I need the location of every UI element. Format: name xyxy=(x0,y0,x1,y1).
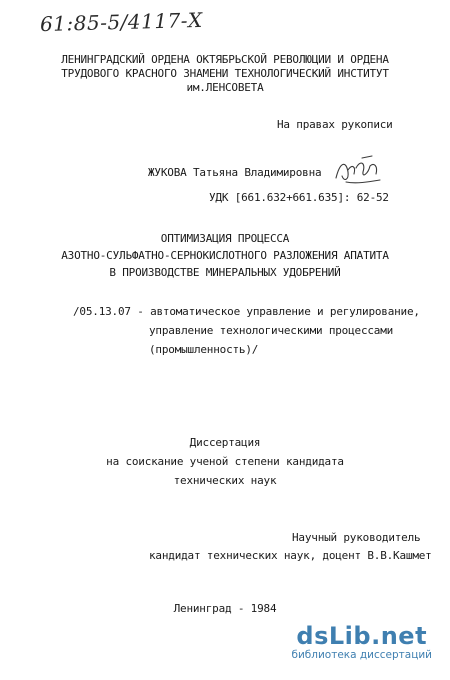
institution-line-3: им.ЛЕНСОВЕТА xyxy=(186,81,264,94)
title-line-3: В ПРОИЗВОДСТВЕ МИНЕРАЛЬНЫХ УДОБРЕНИЙ xyxy=(109,266,341,279)
handwritten-signature-icon xyxy=(332,152,384,188)
udk-code: УДК [661.632+661.635]: 62-52 xyxy=(209,191,389,204)
degree-line-3: технических наук xyxy=(173,474,277,487)
dslib-logo: dsLib.net xyxy=(296,622,428,650)
dslib-tagline: библиотека диссертаций xyxy=(291,649,432,661)
supervisor-role: Научный руководитель xyxy=(292,531,421,544)
manuscript-note: На правах рукописи xyxy=(277,118,393,131)
specialty-line-2: управление технологическими процессами xyxy=(149,324,394,337)
dslib-watermark[interactable] xyxy=(291,623,432,662)
title-line-2: АЗОТНО-СУЛЬФАТНО-СЕРНОКИСЛОТНОГО РАЗЛОЖЕНИЯ АПАТИТА xyxy=(61,249,389,262)
specialty-line-3: (промышленность)/ xyxy=(149,343,259,356)
supervisor-name: кандидат технических наук, доцент В.В.Кашмет xyxy=(149,549,432,562)
institution-line-1: ЛЕНИНГРАДСКИЙ ОРДЕНА ОКТЯБРЬСКОЙ РЕВОЛЮЦИИ И ОРДЕНА xyxy=(61,53,389,66)
institution-line-2: ТРУДОВОГО КРАСНОГО ЗНАМЕНИ ТЕХНОЛОГИЧЕСКИЙ ИНСТИТУТ xyxy=(61,67,389,80)
title-line-1: ОПТИМИЗАЦИЯ ПРОЦЕССА xyxy=(160,232,290,245)
specialty-line-1: /05.13.07 - автоматическое управление и регулирование, xyxy=(73,305,420,318)
handwritten-catalog-code: 61:85-5/4117-Х xyxy=(39,7,204,37)
degree-line-2: на соискание ученой степени кандидата xyxy=(106,455,344,468)
degree-line-1: Диссертация xyxy=(189,436,261,449)
place-year: Ленинград - 1984 xyxy=(173,602,277,615)
author-name: ЖУКОВА Татьяна Владимировна xyxy=(148,166,322,179)
